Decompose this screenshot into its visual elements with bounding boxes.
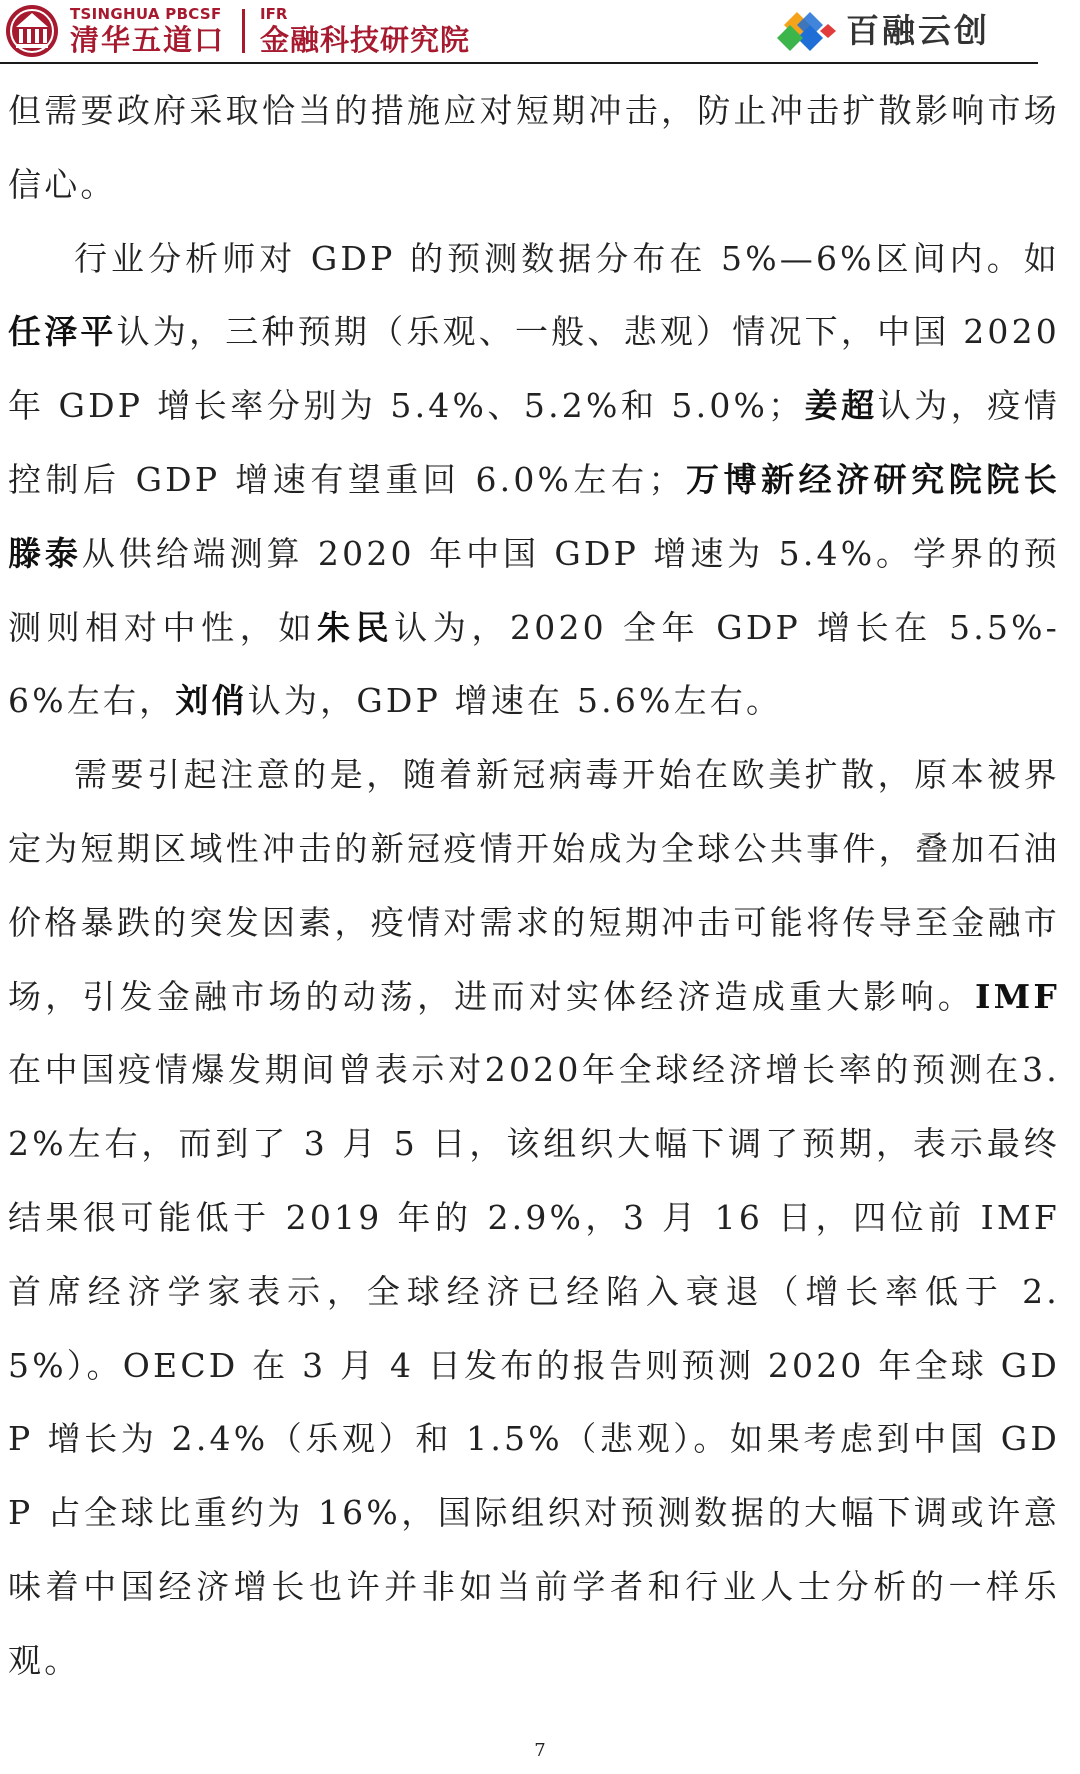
tsinghua-seal-icon <box>4 3 60 59</box>
tsinghua-ifr-logo <box>4 3 524 59</box>
bairong-logo <box>776 8 1006 54</box>
text-run: 在中国疫情爆发期间曾表示对2020年全球经济增长率的预测在3.2%左右，而到了 3 月 5 日，该组织大幅下调了预期，表示最终结果很可能低于 2019 年的 2.9%，3 月 16 日，四位前 IMF 首席经济学家表示，全球经济已经陷入衰退（增长率低于 2.5%）。OECD 在 3 月 4 日发布的报告则预测 2020 年全球 GDP 增长为 2.4%（乐观）和 1.5%（悲观）。如果考虑到中国 GDP 占全球比重约为 16%，国际组织对预测数据的大幅下调或许意味着中国经济增长也许并非如当前学者和行业人士分析的一样乐观。 <box>8 1050 1060 1680</box>
bold-name: 刘俏 <box>175 681 248 721</box>
text-run: 但需要政府采取恰当的措施应对短期冲击，防止冲击扩散影响市场信心。 <box>8 91 1060 204</box>
org-pbcsf <box>70 5 240 57</box>
bold-name: IMF <box>975 976 1060 1016</box>
bold-name: 朱民 <box>316 607 395 647</box>
logo-divider <box>242 9 245 53</box>
paragraph-3 <box>8 738 1060 1697</box>
bold-name: 姜超 <box>804 386 878 426</box>
page-number: 7 <box>534 1740 546 1761</box>
paragraph-2 <box>8 222 1060 739</box>
org-ifr <box>260 5 520 57</box>
text-run: 认为，疫情控制后 GDP 增速有望重回 6.0%左右； <box>8 386 1061 499</box>
header-rule <box>0 62 1038 64</box>
bairong-diamond-icon <box>776 10 838 52</box>
paragraph-1 <box>8 74 1060 222</box>
text-run: 行业分析师对 GDP 的预测数据分布在 5%—6%区间内。如 <box>74 238 1060 278</box>
org-ifr-cn: 金融科技研究院 <box>260 23 471 57</box>
text-run: 从供给端测算 2020 年中国 GDP 增速为 5.4%。学界的预测则相对中性，如 <box>8 533 1060 647</box>
bold-name: 任泽平 <box>8 312 117 352</box>
org-ifr-en: IFR <box>260 5 288 23</box>
text-run: 认为，三种预期（乐观、一般、悲观）情况下，中国 2020 年 GDP 增长率分别为 5.4%、5.2%和 5.0%； <box>8 312 1060 426</box>
bairong-brand-name: 百融云创 <box>846 11 990 50</box>
org-pbcsf-en: TSINGHUA PBCSF <box>70 5 222 23</box>
document-body <box>8 74 1060 1698</box>
text-run: 认为，GDP 增速在 5.6%左右。 <box>247 681 783 721</box>
text-run: 认为，2020 全年 GDP 增长在 5.5%-6%左右， <box>8 607 1060 721</box>
page-header <box>0 0 1080 66</box>
bold-name: 万博新经济研究院院长滕泰 <box>8 459 1061 573</box>
text-run: 需要引起注意的是，随着新冠病毒开始在欧美扩散，原本被界定为短期区域性冲击的新冠疫情开始成为全球公共事件，叠加石油价格暴跌的突发因素，疫情对需求的短期冲击可能将传导至金融市场，引发金融市场的动荡，进而对实体经济造成重大影响。 <box>8 755 1060 1016</box>
org-pbcsf-cn: 清华五道口 <box>70 23 226 57</box>
